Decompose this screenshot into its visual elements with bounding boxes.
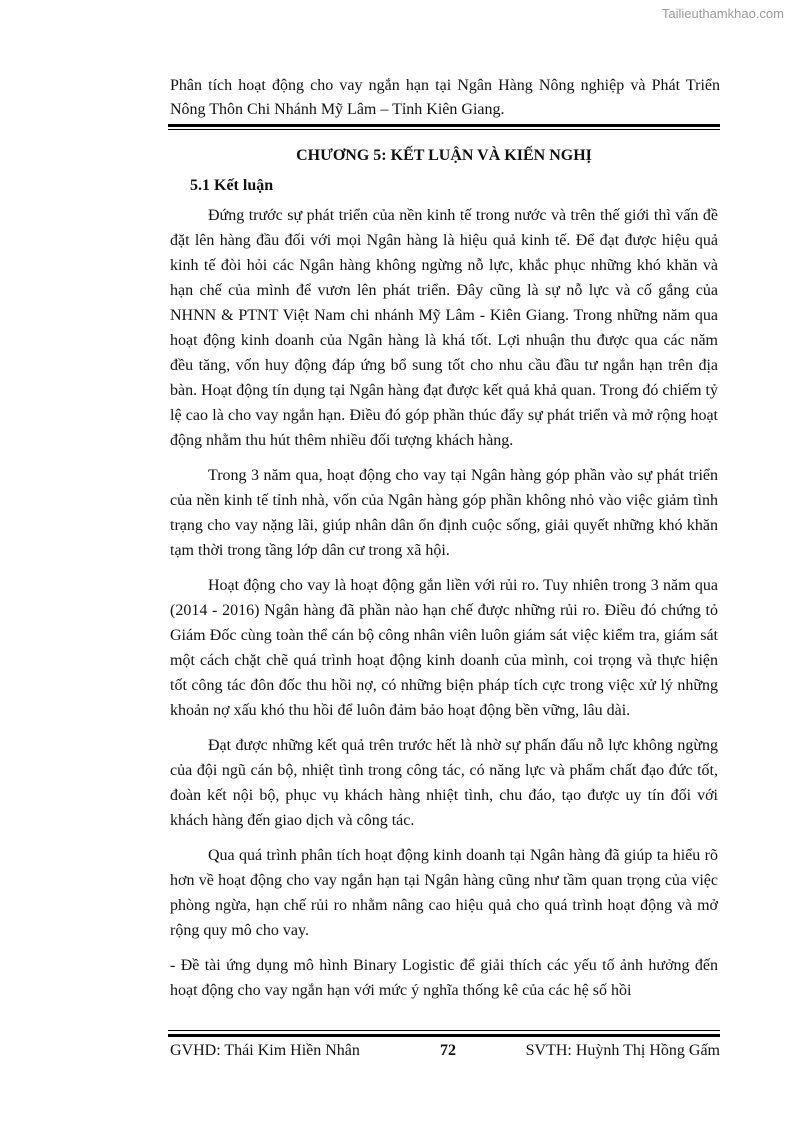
chapter-title: CHƯƠNG 5: KẾT LUẬN VÀ KIẾN NGHỊ (296, 147, 592, 164)
advisor-name: GVHD: Thái Kim Hiền Nhân (170, 1042, 360, 1059)
watermark: Tailieuthamkhao.com (661, 6, 784, 21)
header-divider-thin (168, 129, 720, 130)
paragraph-5: Qua quá trình phân tích hoạt động kinh doanh tại Ngân hàng đã giúp ta hiểu rõ hơn về hoạt động cho vay ngắn hạn tại Ngân hàng cũng như tầm quan trọng của việc phòng ngừa, hạn chế rủi ro nhằm nâng cao hiệu quả cho quá trình hoạt động và mở rộng quy mô cho vay. (170, 847, 718, 939)
running-header: Phân tích hoạt động cho vay ngắn hạn tại Ngân Hàng Nông nghiệp và Phát Triển Nông Thôn Chi Nhánh Mỹ Lâm – Tỉnh Kiên Giang. (170, 77, 720, 118)
paragraph-2: Trong 3 năm qua, hoạt động cho vay tại Ngân hàng góp phần vào sự phát triển của nền kinh tế tỉnh nhà, vốn của Ngân hàng góp phần không nhỏ vào việc giảm tình trạng cho vay nặng lãi, giúp nhân dân ổn định cuộc sống, giải quyết những khó khăn tạm thời trong tầng lớp dân cư trong xã hội. (170, 467, 718, 559)
paragraph-3: Hoạt động cho vay là hoạt động gắn liền với rủi ro. Tuy nhiên trong 3 năm qua (2014 - 2016) Ngân hàng đã phần nào hạn chế được những rủi ro. Điều đó chứng tỏ Giám Đốc cùng toàn thể cán bộ công nhân viên luôn giám sát việc kiểm tra, giám sát một cách chặt chẽ quá trình hoạt động kinh doanh của mình, coi trọng và thực hiện tốt công tác đôn đốc thu hồi nợ, có những biện pháp tích cực trong việc xử lý những khoản nợ xấu khó thu hồi để luôn đảm bảo hoạt động bền vững, lâu dài. (170, 577, 718, 719)
page-number: 72 (440, 1042, 456, 1059)
paragraph-1: Đứng trước sự phát triển của nền kinh tế trong nước và trên thế giới thì vấn đề đặt lên hàng đầu đối với mọi Ngân hàng là hiệu quả kinh tế. Để đạt được hiệu quả kinh tế đòi hỏi các Ngân hàng không ngừng nỗ lực, khắc phục những khó khăn và hạn chế của mình để vươn lên phát triển. Đây cũng là sự nỗ lực và cố gắng của NHNN & PTNT Việt Nam chi nhánh Mỹ Lâm - Kiên Giang. Trong những năm qua hoạt động kinh doanh của Ngân hàng là khá tốt. Lợi nhuận thu được qua các năm đều tăng, vốn huy động đáp ứng bổ sung tốt cho nhu cầu đầu tư ngắn hạn trên địa bàn. Hoạt động tín dụng tại Ngân hàng đạt được kết quả khả quan. Trong đó chiếm tỷ lệ cao là cho vay ngắn hạn. Điều đó góp phần thúc đẩy sự phát triển và mở rộng hoạt động nhằm thu hút thêm nhiều đối tượng khách hàng. (170, 207, 718, 449)
student-name: SVTH: Huỳnh Thị Hồng Gấm (525, 1042, 720, 1059)
paragraph-4: Đạt được những kết quả trên trước hết là nhờ sự phấn đấu nỗ lực không ngừng của đội ngũ cán bộ, nhiệt tình trong công tác, có năng lực và phẩm chất đạo đức tốt, đoàn kết nội bộ, phục vụ khách hàng nhiệt tình, chu đáo, tạo được uy tín đối với khách hàng đến giao dịch và công tác. (170, 737, 718, 829)
header-divider-thick (168, 124, 720, 127)
footer-divider-thin (168, 1030, 720, 1031)
footer-divider-thick (168, 1034, 720, 1037)
page-content (170, 143, 718, 1003)
section-title: 5.1 Kết luận (190, 177, 274, 194)
paragraph-6: - Đề tài ứng dụng mô hình Binary Logistic để giải thích các yếu tố ảnh hưởng đến hoạt động cho vay ngắn hạn với mức ý nghĩa thống kê của các hệ số hồi (170, 957, 718, 999)
